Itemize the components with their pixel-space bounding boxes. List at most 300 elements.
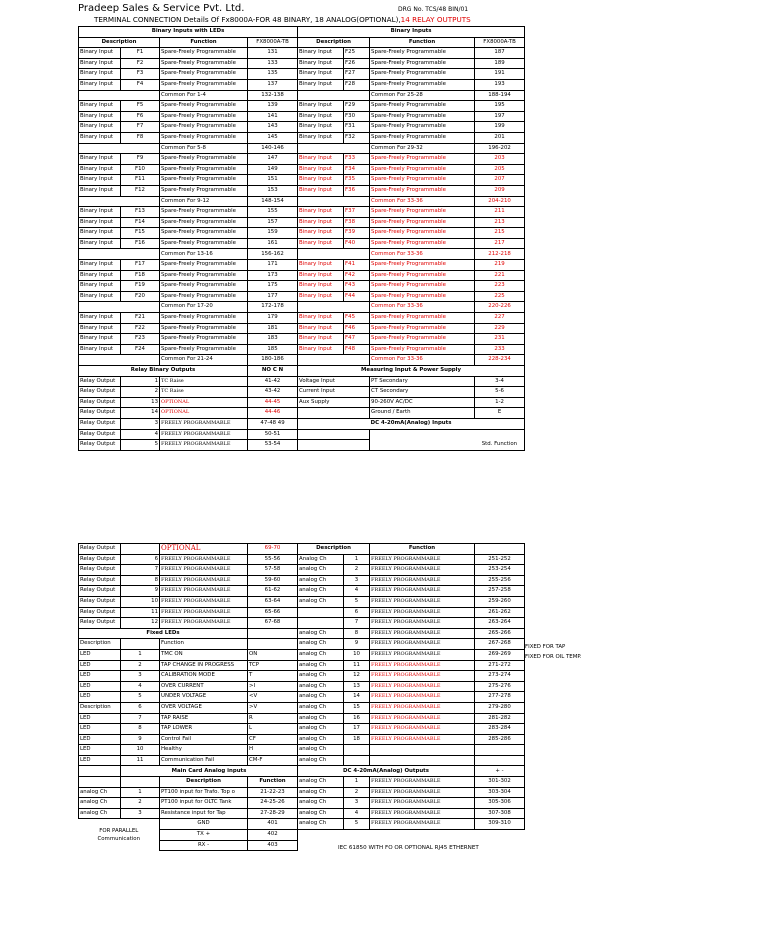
led-function: Control Fail (160, 734, 248, 745)
analog-number (344, 755, 370, 766)
input-description: Binary Input (298, 164, 344, 175)
common-label: Common For 9-12 (160, 196, 248, 207)
relay-function: FREELY PROGRAMMABLE (160, 618, 248, 629)
input-description: Binary Input (298, 122, 344, 133)
blank-cell (79, 302, 160, 313)
analog-terminal: 263-264 (475, 618, 525, 629)
led-number: 5 (121, 692, 160, 703)
bottom-left-table (78, 543, 298, 851)
top-terminal-table (78, 26, 525, 451)
input-description: Binary Input (298, 344, 344, 355)
relay-number: 13 (121, 397, 160, 408)
dc-analog-outputs-heading: DC 4-20mA(Analog) Outputs (298, 766, 475, 777)
relay-terminal: 44-45 (248, 397, 298, 408)
analog-description: analog Ch (298, 660, 344, 671)
input-function: Spare-Freely Programmable (370, 154, 475, 165)
analog-output-row (298, 798, 525, 809)
terminal-number: 205 (475, 164, 525, 175)
common-label: Common For 1-4 (160, 90, 248, 101)
relay-output-row (79, 586, 298, 597)
analog-input-row (298, 660, 525, 671)
column-header-row (79, 37, 525, 48)
input-function: Spare-Freely Programmable (370, 175, 475, 186)
analog-description: analog Ch (298, 819, 344, 830)
terminal-range: 132-138 (248, 90, 298, 101)
input-number: F27 (344, 69, 370, 80)
analog-terminal: 255-256 (475, 575, 525, 586)
relay-description: Relay Output (79, 376, 121, 387)
analog-number (344, 745, 370, 756)
common-label: Common For 33-36 (370, 249, 475, 260)
led-description: LED (79, 724, 121, 735)
input-description: Binary Input (298, 48, 344, 59)
relay-terminal: 61-62 (248, 586, 298, 597)
led-row (79, 649, 298, 660)
blank-cell (79, 777, 121, 788)
main-card-column-row (79, 777, 298, 788)
terminal-number: 135 (248, 69, 298, 80)
input-number: F19 (121, 281, 160, 292)
blank-cell (475, 544, 525, 555)
input-description: Binary Input (79, 228, 121, 239)
terminal-number: 199 (475, 122, 525, 133)
common-label: Common For 33-36 (370, 196, 475, 207)
col-description: Description (79, 37, 160, 48)
common-row (79, 143, 525, 154)
terminal-number: 139 (248, 101, 298, 112)
input-function: Spare-Freely Programmable (370, 313, 475, 324)
input-function: Spare-Freely Programmable (370, 58, 475, 69)
input-description: Binary Input (79, 344, 121, 355)
input-number: F10 (121, 164, 160, 175)
relay-function: FREELY PROGRAMMABLE (160, 575, 248, 586)
analog-description: analog Ch (298, 596, 344, 607)
relay-function: OPTIONAL (160, 397, 248, 408)
analog-number: 1 (121, 787, 160, 798)
analog-description (298, 607, 344, 618)
terminal-number: 207 (475, 175, 525, 186)
terminal-number: 147 (248, 154, 298, 165)
footer-note: IEC 61850 WITH FO OR OPTIONAL RJ45 ETHERNET (338, 845, 479, 851)
relay-function: FREELY PROGRAMMABLE (160, 440, 248, 451)
analog-terminal: 251-252 (475, 554, 525, 565)
input-number: F4 (121, 79, 160, 90)
measuring-input-heading: Measuring Input & Power Supply (298, 366, 525, 377)
input-number: F21 (121, 313, 160, 324)
led-description: LED (79, 681, 121, 692)
analog-number: 16 (344, 713, 370, 724)
terminal-number: 233 (475, 344, 525, 355)
relay-function: FREELY PROGRAMMABLE (160, 596, 248, 607)
input-function: Spare-Freely Programmable (160, 185, 248, 196)
led-row (79, 745, 298, 756)
input-function: Spare-Freely Programmable (370, 270, 475, 281)
analog-input-row (298, 575, 525, 586)
analog-description: analog Ch (298, 798, 344, 809)
relay-description: Relay Output (79, 575, 121, 586)
blank-cell (79, 355, 160, 366)
dc-out-heading-row (298, 766, 525, 777)
led-row (79, 755, 298, 766)
relay-terminal: 63-64 (248, 596, 298, 607)
parallel-terminal: 403 (248, 840, 298, 851)
led-number: 6 (121, 702, 160, 713)
analog-description: analog Ch (79, 787, 121, 798)
analog-terminal: 261-262 (475, 607, 525, 618)
led-column-header-row (79, 639, 298, 650)
common-row (79, 196, 525, 207)
input-description: Binary Input (79, 48, 121, 59)
terminal-number: 227 (475, 313, 525, 324)
analog-number: 6 (344, 607, 370, 618)
analog-description: analog Ch (298, 575, 344, 586)
parallel-signal: TX + (160, 830, 248, 841)
blank-cell (298, 302, 370, 313)
analog-function: FREELY PROGRAMMABLE (370, 586, 475, 597)
measure-terminal: 1-2 (475, 397, 525, 408)
input-function: Spare-Freely Programmable (370, 185, 475, 196)
relay-output-row (79, 387, 525, 398)
terminal-range: 140-146 (248, 143, 298, 154)
analog-function: FREELY PROGRAMMABLE (370, 787, 475, 798)
input-function: Spare-Freely Programmable (370, 122, 475, 133)
analog-input-row (298, 681, 525, 692)
measure-detail: Ground / Earth (370, 408, 475, 419)
col-description: Description (160, 777, 248, 788)
analog-function: FREELY PROGRAMMABLE (370, 734, 475, 745)
analog-terminal (475, 745, 525, 756)
blank-cell (121, 639, 160, 650)
bottom-right-table (297, 543, 525, 830)
led-code: H (248, 745, 298, 756)
relay-output-row (79, 397, 525, 408)
input-number: F7 (121, 122, 160, 133)
input-function: Spare-Freely Programmable (370, 238, 475, 249)
analog-input-row (298, 745, 525, 756)
input-function: Spare-Freely Programmable (160, 101, 248, 112)
analog-terminal: 307-308 (475, 808, 525, 819)
measure-detail: 90-260V AC/DC (370, 397, 475, 408)
analog-number: 13 (344, 681, 370, 692)
input-function: Spare-Freely Programmable (160, 281, 248, 292)
relay-terminal: 53-54 (248, 440, 298, 451)
analog-number: 17 (344, 724, 370, 735)
measure-detail: PT Secondary (370, 376, 475, 387)
parallel-terminal: 401 (248, 819, 298, 830)
input-function: Spare-Freely Programmable (160, 228, 248, 239)
input-description: Binary Input (298, 334, 344, 345)
parallel-terminal: 402 (248, 830, 298, 841)
relay-number: 11 (121, 607, 160, 618)
terminal-number: 173 (248, 270, 298, 281)
input-description: Binary Input (79, 323, 121, 334)
input-number: F5 (121, 101, 160, 112)
input-description: Binary Input (298, 154, 344, 165)
analog-output-row (298, 808, 525, 819)
analog-terminal: 253-254 (475, 565, 525, 576)
binary-input-row (79, 122, 525, 133)
input-description: Binary Input (79, 207, 121, 218)
analog-description: Analog Ch (298, 554, 344, 565)
relay-terminal: 69-70 (248, 544, 298, 555)
relay-description: Relay Output (79, 408, 121, 419)
analog-terminal: 279-280 (475, 702, 525, 713)
relay-function: FREELY PROGRAMMABLE (160, 607, 248, 618)
analog-number: 2 (121, 798, 160, 809)
relay-output-row (79, 418, 525, 429)
input-description: Binary Input (79, 334, 121, 345)
analog-description: analog Ch (298, 692, 344, 703)
relay-description: Relay Output (79, 586, 121, 597)
analog-description: analog Ch (298, 734, 344, 745)
binary-input-row (79, 323, 525, 334)
led-code: >I (248, 681, 298, 692)
common-label: Common For 29-32 (370, 143, 475, 154)
blank-cell (79, 249, 160, 260)
dc-analog-inputs-heading: DC 4-20mA(Analog) Inputs (298, 418, 525, 429)
analog-function: FREELY PROGRAMMABLE (370, 565, 475, 576)
blank-cell (248, 639, 298, 650)
relay-description: Relay Output (79, 544, 121, 555)
analog-input-row (298, 628, 525, 639)
input-number: F43 (344, 281, 370, 292)
blank-cell (121, 777, 160, 788)
analog-output-row (298, 787, 525, 798)
led-function: UNDER VOLTAGE (160, 692, 248, 703)
input-function: Spare-Freely Programmable (160, 334, 248, 345)
input-description: Binary Input (298, 111, 344, 122)
terminal-number: 179 (248, 313, 298, 324)
parallel-comm-row (79, 819, 298, 830)
led-description: Description (79, 702, 121, 713)
led-number: 11 (121, 755, 160, 766)
binary-input-row (79, 334, 525, 345)
relay-terminal: 55-56 (248, 554, 298, 565)
input-function: Spare-Freely Programmable (160, 260, 248, 271)
led-description: LED (79, 755, 121, 766)
common-label: Common For 13-16 (160, 249, 248, 260)
parallel-signal: GND (160, 819, 248, 830)
common-label: Common For 5-8 (160, 143, 248, 154)
terminal-number: 159 (248, 228, 298, 239)
input-function: Spare-Freely Programmable (370, 111, 475, 122)
title-red: 14 RELAY OUTPUTS (400, 15, 471, 24)
analog-number: 14 (344, 692, 370, 703)
analog-function: FREELY PROGRAMMABLE (370, 713, 475, 724)
blank-cell (298, 440, 370, 451)
relay-description: Relay Output (79, 440, 121, 451)
analog-function: FREELY PROGRAMMABLE (370, 724, 475, 735)
input-number: F6 (121, 111, 160, 122)
terminal-number: 191 (475, 69, 525, 80)
terminal-range: 172-178 (248, 302, 298, 313)
relay-outputs-heading: Relay Binary Outputs (79, 366, 248, 377)
analog-number: 8 (344, 628, 370, 639)
analog-description: analog Ch (298, 671, 344, 682)
analog-function (370, 755, 475, 766)
main-card-heading-row (79, 766, 298, 777)
terminal-range: 204-210 (475, 196, 525, 207)
binary-input-row (79, 58, 525, 69)
main-card-analog-heading: Main Card Analog inputs (121, 766, 298, 777)
analog-input-row (298, 713, 525, 724)
relay-function: OPTIONAL (160, 544, 248, 555)
analog-terminal: 285-286 (475, 734, 525, 745)
terminal-number: 231 (475, 334, 525, 345)
terminal-range: 212-218 (475, 249, 525, 260)
relay-terminal: 47-48 49 (248, 418, 298, 429)
led-description: LED (79, 713, 121, 724)
measure-terminal: 3-4 (475, 376, 525, 387)
input-description: Binary Input (298, 185, 344, 196)
analog-function: FREELY PROGRAMMABLE (370, 681, 475, 692)
analog-function: PT100 input for Trafo. Top o (160, 787, 248, 798)
input-number: F24 (121, 344, 160, 355)
input-description: Binary Input (298, 291, 344, 302)
col-description: Description (298, 37, 370, 48)
relay-description: Relay Output (79, 565, 121, 576)
input-number: F35 (344, 175, 370, 186)
relay-description: Relay Output (79, 387, 121, 398)
input-function: Spare-Freely Programmable (160, 122, 248, 133)
input-function: Spare-Freely Programmable (160, 48, 248, 59)
common-label: Common For 25-28 (370, 90, 475, 101)
analog-number: 15 (344, 702, 370, 713)
blank-cell (79, 766, 121, 777)
terminal-number: 197 (475, 111, 525, 122)
led-row (79, 724, 298, 735)
input-function: Spare-Freely Programmable (370, 291, 475, 302)
input-number: F26 (344, 58, 370, 69)
analog-description: analog Ch (298, 565, 344, 576)
common-label: Common For 17-20 (160, 302, 248, 313)
analog-function: FREELY PROGRAMMABLE (370, 618, 475, 629)
relay-output-row (79, 575, 298, 586)
input-function: Spare-Freely Programmable (160, 323, 248, 334)
led-description: LED (79, 692, 121, 703)
terminal-number: 211 (475, 207, 525, 218)
analog-description: analog Ch (79, 798, 121, 809)
input-function: Spare-Freely Programmable (160, 164, 248, 175)
binary-input-row (79, 291, 525, 302)
relay-output-row (79, 565, 298, 576)
terminal-number: 223 (475, 281, 525, 292)
terminal-number: 221 (475, 270, 525, 281)
input-number: F42 (344, 270, 370, 281)
parallel-communication-label: FOR PARALLEL Communication (97, 828, 140, 843)
analog-input-row (298, 649, 525, 660)
led-number: 2 (121, 660, 160, 671)
analog-terminal: 273-274 (475, 671, 525, 682)
input-number: F1 (121, 48, 160, 59)
title-main: TERMINAL CONNECTION Details Of Fx8000A-FOR 48 BINARY, 18 ANALOG(OPTIONAL), (94, 15, 401, 24)
relay-output-row (79, 376, 525, 387)
led-code: R (248, 713, 298, 724)
analog-number: 5 (344, 596, 370, 607)
input-description: Binary Input (298, 101, 344, 112)
led-row (79, 692, 298, 703)
input-function: Spare-Freely Programmable (160, 344, 248, 355)
input-function: Spare-Freely Programmable (370, 323, 475, 334)
analog-terminal: 267-268 (475, 639, 525, 650)
terminal-number: 151 (248, 175, 298, 186)
relay-description: Relay Output (79, 418, 121, 429)
relay-output-row (79, 408, 525, 419)
relay-number: 10 (121, 596, 160, 607)
input-description: Binary Input (79, 111, 121, 122)
terminal-number: 209 (475, 185, 525, 196)
relay-description: Relay Output (79, 554, 121, 565)
blank-cell (298, 196, 370, 207)
analog-function: FREELY PROGRAMMABLE (370, 554, 475, 565)
analog-number: 3 (121, 808, 160, 819)
analog-description (298, 618, 344, 629)
terminal-number: 177 (248, 291, 298, 302)
input-function: Spare-Freely Programmable (370, 281, 475, 292)
terminal-number: 185 (248, 344, 298, 355)
input-description: Binary Input (298, 281, 344, 292)
input-description: Binary Input (298, 217, 344, 228)
analog-description: analog Ch (298, 787, 344, 798)
input-description: Binary Input (298, 260, 344, 271)
input-description: Binary Input (79, 185, 121, 196)
relay-number: 2 (121, 387, 160, 398)
relay-function: FREELY PROGRAMMABLE (160, 418, 248, 429)
col-function: Function (160, 37, 248, 48)
terminal-number: 141 (248, 111, 298, 122)
led-description: LED (79, 745, 121, 756)
common-label: Common For 21-24 (160, 355, 248, 366)
analog-number: 4 (344, 808, 370, 819)
input-function: Spare-Freely Programmable (370, 69, 475, 80)
led-row (79, 671, 298, 682)
parallel-signal: RX - (160, 840, 248, 851)
analog-function: FREELY PROGRAMMABLE (370, 692, 475, 703)
measure-terminal: 5-6 (475, 387, 525, 398)
blank-cell (79, 90, 160, 101)
analog-input-row (298, 702, 525, 713)
analog-output-row (298, 819, 525, 830)
analog-terminal: 301-302 (475, 777, 525, 788)
analog-terminal: 305-306 (475, 798, 525, 809)
input-number: F45 (344, 313, 370, 324)
input-number: F41 (344, 260, 370, 271)
analog-description: analog Ch (298, 702, 344, 713)
input-description: Binary Input (298, 323, 344, 334)
led-number: 3 (121, 671, 160, 682)
input-number: F12 (121, 185, 160, 196)
input-function: Spare-Freely Programmable (160, 111, 248, 122)
led-function: TMC ON (160, 649, 248, 660)
relay-number: 9 (121, 586, 160, 597)
analog-terminal: 283-284 (475, 724, 525, 735)
analog-function: FREELY PROGRAMMABLE (370, 671, 475, 682)
common-row (79, 90, 525, 101)
analog-terminal: 281-282 (475, 713, 525, 724)
analog-terminal: 271-272 (475, 660, 525, 671)
input-number: F36 (344, 185, 370, 196)
relay-number: 5 (121, 440, 160, 451)
analog-terminal: 269-269 (475, 649, 525, 660)
relay-number: 12 (121, 618, 160, 629)
binary-input-row (79, 101, 525, 112)
relay-description: Relay Output (79, 429, 121, 440)
fixed-leds-heading: Fixed LEDs (79, 628, 248, 639)
relay-function: FREELY PROGRAMMABLE (160, 429, 248, 440)
analog-terminal: 257-258 (475, 586, 525, 597)
measure-input (298, 408, 370, 419)
relay-output-row (79, 596, 298, 607)
